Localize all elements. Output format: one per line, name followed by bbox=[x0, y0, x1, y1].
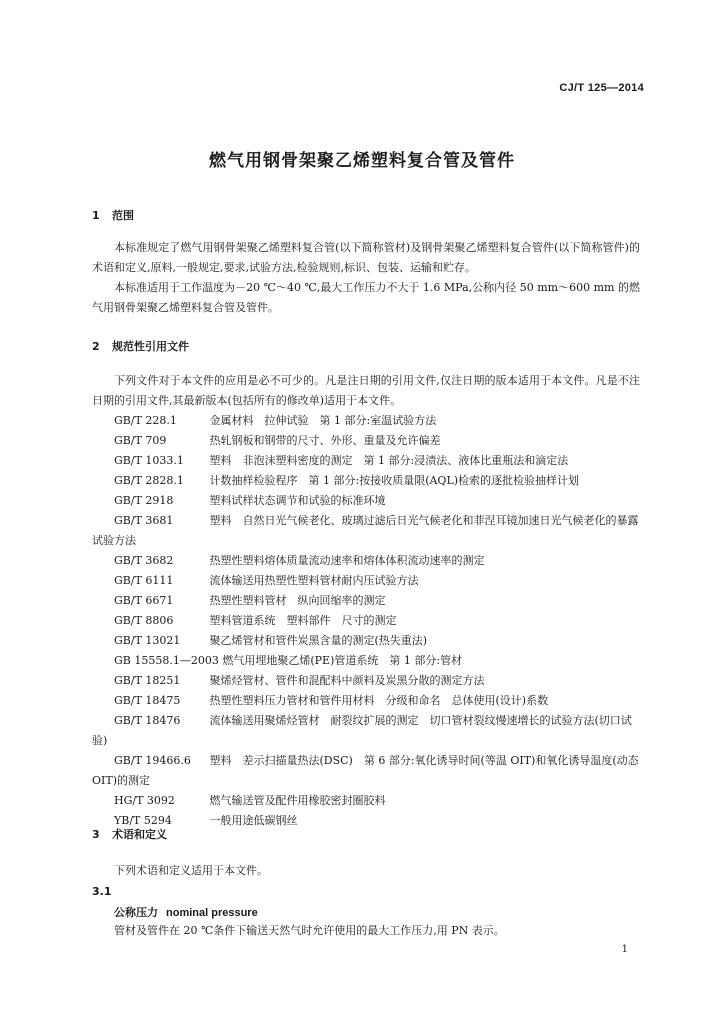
reference-item: GB/T 19466.6 塑料 差示扫描量热法(DSC) 第 6 部分:氧化诱导时间(等温 OIT)和氧化诱导温度(动态 OIT)的测定 bbox=[92, 754, 639, 787]
term-number: 3.1 bbox=[92, 885, 112, 898]
scope-paragraph-1: 本标准规定了燃气用钢骨架聚乙烯塑料复合管(以下简称管材)及钢骨架聚乙烯塑料复合管件(以下简称管件)的术语和定义,原料,一般规定,要求,试验方法,检验规则,标识、包装、运输和贮存。 bbox=[92, 241, 640, 274]
reference-item: GB/T 6671 热塑性塑料管材 纵向回缩率的测定 bbox=[114, 594, 386, 607]
reference-item: GB/T 18476 流体输送用聚烯烃管材 耐裂纹扩展的测定 切口管材裂纹慢速增长的试验方法(切口试验) bbox=[92, 714, 632, 747]
section-title: 范围 bbox=[112, 209, 134, 222]
section-number: 1 bbox=[92, 209, 100, 222]
document-title: 燃气用钢骨架聚乙烯塑料复合管及管件 bbox=[209, 151, 515, 171]
reference-item: GB/T 8806 塑料管道系统 塑料部件 尺寸的测定 bbox=[114, 614, 397, 627]
section-heading-terms bbox=[92, 826, 167, 842]
scope-paragraph-2: 本标准适用于工作温度为－20 ℃～40 ℃,最大工作压力不大于 1.6 MPa,公称内径 50 mm～600 mm 的燃气用钢骨架聚乙烯塑料复合管及管件。 bbox=[92, 281, 640, 314]
term-name bbox=[114, 904, 258, 920]
section-title: 规范性引用文件 bbox=[112, 340, 189, 353]
reference-item: HG/T 3092 燃气输送管及配件用橡胶密封圈胶料 bbox=[114, 794, 386, 807]
term-english: nominal pressure bbox=[166, 907, 258, 919]
term-chinese: 公称压力 bbox=[114, 906, 158, 919]
reference-list bbox=[92, 411, 652, 831]
reference-item: GB/T 2828.1 计数抽样检验程序 第 1 部分:按接收质量限(AQL)检索的逐批检验抽样计划 bbox=[114, 474, 580, 487]
page-number: 1 bbox=[621, 944, 628, 955]
section-number: 3 bbox=[92, 828, 100, 841]
reference-item: GB/T 18251 聚烯烃管材、管件和混配料中颜料及炭黑分散的测定方法 bbox=[114, 674, 485, 687]
terms-intro: 下列术语和定义适用于本文件。 bbox=[114, 864, 268, 877]
section-number: 2 bbox=[92, 340, 100, 353]
reference-item: GB/T 18475 热塑性塑料压力管材和管件用材料 分级和命名 总体使用(设计)系数 bbox=[114, 694, 549, 707]
section-heading-normative bbox=[92, 338, 189, 354]
reference-item: GB/T 3681 塑料 自然日光气候老化、玻璃过滤后日光气候老化和菲涅耳镜加速日光气候老化的暴露试验方法 bbox=[92, 514, 639, 547]
term-definition: 管材及管件在 20 ℃条件下输送天然气时允许使用的最大工作压力,用 PN 表示。 bbox=[114, 924, 505, 937]
reference-item: YB/T 5294 一般用途低碳钢丝 bbox=[114, 814, 298, 827]
section-heading-scope bbox=[92, 207, 134, 223]
reference-item: GB/T 1033.1 塑料 非泡沫塑料密度的测定 第 1 部分:浸渍法、液体比重瓶法和滴定法 bbox=[114, 454, 569, 467]
document-id: CJ/T 125—2014 bbox=[559, 82, 644, 94]
normative-intro: 下列文件对于本文件的应用是必不可少的。凡是注日期的引用文件,仅注日期的版本适用于本文件。凡是不注日期的引用文件,其最新版本(包括所有的修改单)适用于本文件。 bbox=[92, 374, 640, 407]
reference-item: GB 15558.1—2003 燃气用埋地聚乙烯(PE)管道系统 第 1 部分:管材 bbox=[114, 654, 463, 667]
reference-item: GB/T 3682 热塑性塑料熔体质量流动速率和熔体体积流动速率的测定 bbox=[114, 554, 485, 567]
section-title: 术语和定义 bbox=[112, 828, 167, 841]
reference-item: GB/T 13021 聚乙烯管材和管件炭黑含量的测定(热失重法) bbox=[114, 634, 428, 647]
reference-item: GB/T 709 热轧钢板和钢带的尺寸、外形、重量及允许偏差 bbox=[114, 434, 441, 447]
reference-item: GB/T 6111 流体输送用热塑性塑料管材耐内压试验方法 bbox=[114, 574, 419, 587]
reference-item: GB/T 2918 塑料试样状态调节和试验的标准环境 bbox=[114, 494, 386, 507]
reference-item: GB/T 228.1 金属材料 拉伸试验 第 1 部分:室温试验方法 bbox=[114, 414, 437, 427]
